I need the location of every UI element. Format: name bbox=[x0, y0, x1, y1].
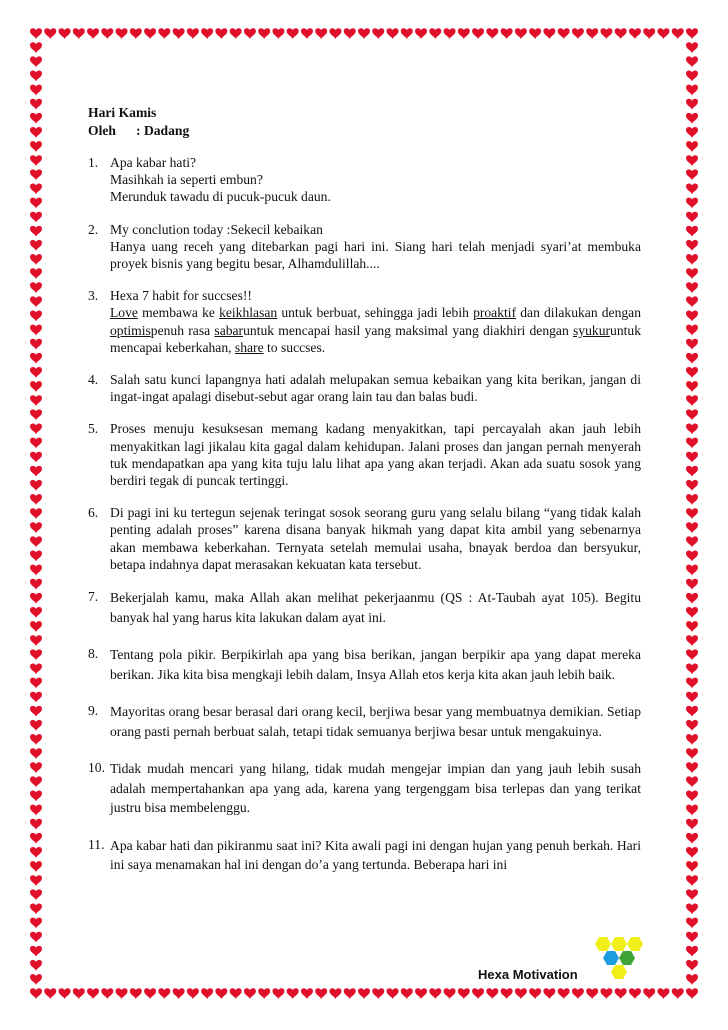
heart-icon bbox=[686, 692, 698, 703]
heart-icon bbox=[201, 28, 213, 39]
heart-icon bbox=[30, 212, 42, 223]
item-line: Apa kabar hati? bbox=[110, 155, 197, 170]
heart-icon bbox=[230, 28, 242, 39]
heart-icon bbox=[472, 28, 484, 39]
heart-icon bbox=[686, 367, 698, 378]
heart-icon bbox=[230, 988, 242, 999]
heart-icon bbox=[30, 42, 42, 53]
list-item bbox=[88, 504, 641, 573]
heart-icon bbox=[686, 776, 698, 787]
heart-icon bbox=[344, 28, 356, 39]
item-number: 1. bbox=[88, 155, 99, 170]
heart-icon bbox=[30, 621, 42, 632]
heart-icon bbox=[87, 28, 99, 39]
item-text: Di pagi ini ku tertegun sejenak teringat sosok seorang guru yang selalu bilang “yang tidak kalah penting adalah proses” karena disana banyak hikmah yang dapat kita ambil yang sebenarnya akan membawa keberkahan. Ternyata setelah memulai usaha, bnayak berdoa dan bersyukur, betapa indahnya dapat merasakan kekuatan kata tersebut. bbox=[110, 505, 641, 572]
heart-icon bbox=[600, 988, 612, 999]
heart-icon bbox=[686, 988, 698, 999]
heart-icon bbox=[686, 706, 698, 717]
heart-icon bbox=[672, 988, 684, 999]
hexagon-icon bbox=[603, 951, 619, 965]
heart-icon bbox=[30, 494, 42, 505]
item-line: Merunduk tawadu di pucuk-pucuk daun. bbox=[110, 189, 331, 205]
item-number: 6. bbox=[88, 505, 99, 521]
heart-icon bbox=[30, 155, 42, 166]
heart-icon bbox=[686, 593, 698, 604]
heart-icon bbox=[629, 28, 641, 39]
heart-icon bbox=[686, 198, 698, 209]
heart-icon bbox=[686, 28, 698, 39]
heart-icon bbox=[301, 988, 313, 999]
heart-icon bbox=[686, 536, 698, 547]
heart-icon bbox=[686, 607, 698, 618]
heart-icon bbox=[30, 141, 42, 152]
heart-icon bbox=[30, 932, 42, 943]
heart-icon bbox=[600, 28, 612, 39]
heart-icon bbox=[315, 988, 327, 999]
heart-icon bbox=[30, 819, 42, 830]
heart-icon bbox=[686, 56, 698, 67]
heart-icon bbox=[59, 988, 71, 999]
hexagon-icon bbox=[595, 937, 611, 951]
heart-icon bbox=[30, 169, 42, 180]
heart-icon bbox=[30, 918, 42, 929]
item-text: Tidak mudah mencari yang hilang, tidak mudah mengejar impian dan yang jauh lebih susah adalah mempertahankan apa yang ada, karena yang tergenggam bisa terlepas dan yang terikat justru bisa membelenggu. bbox=[110, 761, 641, 816]
heart-icon bbox=[686, 113, 698, 124]
heart-icon bbox=[30, 522, 42, 533]
heart-icon bbox=[30, 452, 42, 463]
heart-icon bbox=[686, 663, 698, 674]
heart-icon bbox=[372, 28, 384, 39]
list-item bbox=[88, 287, 641, 356]
list-item bbox=[88, 154, 641, 206]
item-text: Salah satu kunci lapangnya hati adalah melupakan semua kebaikan yang kita berikan, jangan di ingat-ingat apalagi disebut-sebut agar orang lain tau dan balas budi. bbox=[110, 372, 641, 405]
heart-icon bbox=[686, 254, 698, 265]
heart-icon bbox=[30, 268, 42, 279]
heart-icon bbox=[30, 988, 42, 999]
motivation-list bbox=[88, 154, 641, 875]
heart-icon bbox=[30, 367, 42, 378]
heart-icon bbox=[686, 946, 698, 957]
heart-icon bbox=[201, 988, 213, 999]
heart-icon bbox=[686, 847, 698, 858]
heart-icon bbox=[30, 607, 42, 618]
heart-icon bbox=[401, 28, 413, 39]
day-heading: Hari Kamis bbox=[88, 105, 157, 120]
heart-icon bbox=[643, 988, 655, 999]
heart-icon bbox=[301, 28, 313, 39]
heart-icon bbox=[272, 28, 284, 39]
heart-icon bbox=[30, 28, 42, 39]
item-number: 8. bbox=[88, 646, 99, 662]
heart-icon bbox=[87, 988, 99, 999]
item-text: Tentang pola pikir. Berpikirlah apa yang bisa berikan, jangan berpikir apa yang dapat mereka berikan. Jika kita bisa mengkaji lebih dalam, Insya Allah etos kerja kita akan jauh lebih baik. bbox=[110, 647, 641, 682]
hexagon-cluster-icon bbox=[589, 936, 645, 986]
heart-icon bbox=[686, 169, 698, 180]
item-text: Proses menuju kesuksesan memang kadang menyakitkan, tapi percayalah akan jauh lebih menyakitkan lagi jikalau kita gagal dalam kehidupan. Jalani proses dan jangan pernah menyerah tuk mendapatkan apa yang kita tuju lalu lihat apa yang akan terjadi. Akan ada suatu sosok yang berdiri tegak di puncak tertinggi. bbox=[110, 421, 641, 489]
heart-icon bbox=[686, 325, 698, 336]
heart-icon bbox=[686, 762, 698, 773]
heart-icon bbox=[657, 28, 669, 39]
heart-icon bbox=[158, 988, 170, 999]
heart-icon bbox=[629, 988, 641, 999]
heart-icon bbox=[686, 240, 698, 251]
heart-icon bbox=[116, 988, 128, 999]
text-run: penuh rasa bbox=[150, 322, 215, 338]
heart-icon bbox=[30, 99, 42, 110]
heart-icon bbox=[173, 988, 185, 999]
heart-icon bbox=[686, 282, 698, 293]
heart-icon bbox=[73, 28, 85, 39]
heart-icon bbox=[686, 71, 698, 82]
heart-icon bbox=[272, 988, 284, 999]
heart-icon bbox=[686, 99, 698, 110]
heart-icon bbox=[30, 649, 42, 660]
heart-icon bbox=[30, 593, 42, 604]
heart-icon bbox=[686, 720, 698, 731]
item-text: Hanya uang receh yang ditebarkan pagi hari ini. Siang hari telah menjadi syari’at membuka proyek bisnis yang begitu besar, Alhamdulillah.... bbox=[110, 238, 641, 272]
heart-icon bbox=[686, 409, 698, 420]
heart-icon bbox=[686, 551, 698, 562]
heart-icon bbox=[30, 974, 42, 985]
heart-icon bbox=[30, 579, 42, 590]
heart-icon bbox=[686, 649, 698, 660]
heart-icon bbox=[287, 28, 299, 39]
heart-icon bbox=[686, 565, 698, 576]
heart-icon bbox=[30, 226, 42, 237]
item-number: 9. bbox=[88, 703, 99, 719]
heart-icon bbox=[686, 226, 698, 237]
heart-icon bbox=[30, 734, 42, 745]
heart-icon bbox=[173, 28, 185, 39]
heart-icon bbox=[515, 28, 527, 39]
heart-icon bbox=[329, 28, 341, 39]
text-run: dan dilakukan dengan bbox=[516, 305, 642, 321]
heart-icon bbox=[529, 988, 541, 999]
text-run: to succses. bbox=[263, 339, 326, 355]
heart-icon bbox=[686, 183, 698, 194]
heart-icon bbox=[686, 381, 698, 392]
heart-icon bbox=[543, 28, 555, 39]
keyword-love: Love bbox=[110, 305, 138, 321]
heart-icon bbox=[686, 353, 698, 364]
heart-icon bbox=[686, 791, 698, 802]
document-page bbox=[88, 104, 641, 890]
heart-icon bbox=[372, 988, 384, 999]
item-text: Bekerjalah kamu, maka Allah akan melihat pekerjaanmu (QS : At-Taubah ayat 105). Begitu banyak hal yang harus kita lakukan dalam ayat ini. bbox=[110, 590, 641, 625]
heart-icon bbox=[686, 805, 698, 816]
heart-icon bbox=[30, 127, 42, 138]
heart-icon bbox=[558, 988, 570, 999]
list-item bbox=[88, 702, 641, 741]
heart-icon bbox=[486, 28, 498, 39]
heart-icon bbox=[30, 678, 42, 689]
hexagon-icon bbox=[619, 951, 635, 965]
heart-icon bbox=[358, 988, 370, 999]
heart-icon bbox=[30, 791, 42, 802]
hexagon-icon bbox=[611, 965, 627, 979]
text-run: untuk mencapai hasil yang maksimal yang diakhiri dengan bbox=[243, 322, 574, 338]
list-item bbox=[88, 588, 641, 627]
heart-icon bbox=[30, 706, 42, 717]
heart-icon bbox=[315, 28, 327, 39]
heart-icon bbox=[30, 282, 42, 293]
list-item bbox=[88, 221, 641, 273]
heart-icon bbox=[30, 903, 42, 914]
heart-icon bbox=[643, 28, 655, 39]
heart-icon bbox=[501, 988, 513, 999]
heart-icon bbox=[586, 28, 598, 39]
heart-icon bbox=[30, 409, 42, 420]
heart-icon bbox=[144, 28, 156, 39]
heart-icon bbox=[686, 127, 698, 138]
heart-icon bbox=[444, 28, 456, 39]
heart-icon bbox=[686, 494, 698, 505]
heart-icon bbox=[515, 988, 527, 999]
heart-icon bbox=[615, 988, 627, 999]
heart-icon bbox=[30, 692, 42, 703]
heart-icon bbox=[30, 565, 42, 576]
heart-icon bbox=[429, 988, 441, 999]
heart-icon bbox=[30, 438, 42, 449]
heart-icon bbox=[415, 988, 427, 999]
heart-icon bbox=[686, 918, 698, 929]
heart-icon bbox=[686, 212, 698, 223]
heart-icon bbox=[401, 988, 413, 999]
heart-icon bbox=[30, 381, 42, 392]
heart-icon bbox=[686, 522, 698, 533]
heart-icon bbox=[686, 819, 698, 830]
heart-icon bbox=[358, 28, 370, 39]
heart-icon bbox=[586, 988, 598, 999]
text-run: membawa ke bbox=[137, 305, 220, 321]
item-text bbox=[110, 304, 641, 356]
heart-icon bbox=[287, 988, 299, 999]
item-line: My conclution today :Sekecil kebaikan bbox=[110, 221, 323, 237]
heart-icon bbox=[73, 988, 85, 999]
heart-icon bbox=[30, 85, 42, 96]
heart-icon bbox=[30, 71, 42, 82]
item-text: Apa kabar hati dan pikiranmu saat ini? Kita awali pagi ini dengan hujan yang penuh berkah. Hari ini saya menamakan hal ini dengan do’a yang tertunda. Beberapa hari ini bbox=[110, 837, 641, 873]
hexagon-icon bbox=[627, 937, 643, 951]
keyword-syukur: syukur bbox=[573, 322, 611, 338]
heart-icon bbox=[543, 988, 555, 999]
heart-icon bbox=[215, 988, 227, 999]
author-label: Oleh bbox=[88, 123, 116, 138]
text-run: untuk mencapai keberkahan, bbox=[110, 322, 641, 355]
heart-icon bbox=[686, 861, 698, 872]
heart-icon bbox=[686, 438, 698, 449]
heart-icon bbox=[672, 28, 684, 39]
heart-icon bbox=[30, 325, 42, 336]
author-separator: : bbox=[136, 123, 141, 138]
heart-icon bbox=[686, 296, 698, 307]
item-number: 2. bbox=[88, 221, 99, 237]
heart-icon bbox=[258, 988, 270, 999]
item-number: 5. bbox=[88, 421, 99, 437]
heart-icon bbox=[429, 28, 441, 39]
heart-icon bbox=[686, 833, 698, 844]
heart-icon bbox=[686, 974, 698, 985]
keyword-keikhlasan: keikhlasan bbox=[219, 305, 278, 321]
heart-icon bbox=[657, 988, 669, 999]
heart-icon bbox=[101, 988, 113, 999]
heart-icon bbox=[344, 988, 356, 999]
item-text: Mayoritas orang besar berasal dari orang kecil, berjiwa besar yang membuatnya demikian. Setiap orang pasti pernah berbuat salah, tetapi tidak semuanya berjiwa besar untuk mengakuinya. bbox=[110, 704, 641, 739]
hexagon-icon bbox=[611, 937, 627, 951]
heart-icon bbox=[686, 395, 698, 406]
heart-icon bbox=[158, 28, 170, 39]
heart-icon bbox=[30, 183, 42, 194]
list-item bbox=[88, 371, 641, 405]
heart-icon bbox=[30, 56, 42, 67]
heart-icon bbox=[30, 847, 42, 858]
heart-icon bbox=[572, 28, 584, 39]
list-item bbox=[88, 836, 641, 875]
heart-icon bbox=[686, 339, 698, 350]
item-number: 3. bbox=[88, 288, 99, 304]
heart-icon bbox=[101, 28, 113, 39]
heart-icon bbox=[458, 28, 470, 39]
heart-icon bbox=[30, 889, 42, 900]
author-name: Dadang bbox=[143, 123, 190, 138]
item-number: 4. bbox=[88, 372, 99, 388]
author-line bbox=[88, 122, 641, 140]
heart-icon bbox=[30, 311, 42, 322]
heart-icon bbox=[30, 946, 42, 957]
heart-icon bbox=[686, 748, 698, 759]
item-number: 11. bbox=[88, 836, 105, 852]
heart-icon bbox=[329, 988, 341, 999]
heart-icon bbox=[44, 988, 56, 999]
heart-icon bbox=[144, 988, 156, 999]
heart-icon bbox=[686, 678, 698, 689]
keyword-share: share bbox=[234, 339, 264, 355]
heart-icon bbox=[244, 28, 256, 39]
heart-icon bbox=[30, 339, 42, 350]
heart-icon bbox=[30, 663, 42, 674]
list-item bbox=[88, 759, 641, 818]
heart-icon bbox=[472, 988, 484, 999]
heart-icon bbox=[30, 395, 42, 406]
heart-icon bbox=[30, 508, 42, 519]
heart-icon bbox=[130, 28, 142, 39]
heart-icon bbox=[30, 113, 42, 124]
heart-icon bbox=[30, 635, 42, 646]
heart-icon bbox=[30, 861, 42, 872]
heart-icon bbox=[44, 28, 56, 39]
heart-icon bbox=[30, 748, 42, 759]
heart-icon bbox=[30, 198, 42, 209]
heart-icon bbox=[686, 480, 698, 491]
heart-icon bbox=[558, 28, 570, 39]
item-number: 7. bbox=[88, 589, 99, 605]
heart-icon bbox=[30, 296, 42, 307]
heart-icon bbox=[686, 960, 698, 971]
heart-icon bbox=[187, 988, 199, 999]
heart-icon bbox=[686, 635, 698, 646]
heart-icon bbox=[30, 833, 42, 844]
heart-icon bbox=[30, 805, 42, 816]
heart-icon bbox=[30, 536, 42, 547]
heart-icon bbox=[529, 28, 541, 39]
heart-icon bbox=[30, 720, 42, 731]
heart-icon bbox=[30, 254, 42, 265]
item-line: Masihkah ia seperti embun? bbox=[110, 172, 263, 188]
heart-icon bbox=[30, 423, 42, 434]
heart-icon bbox=[30, 353, 42, 364]
item-line: Hexa 7 habit for succses!! bbox=[110, 288, 252, 304]
heart-icon bbox=[686, 141, 698, 152]
heart-icon bbox=[686, 734, 698, 745]
heart-icon bbox=[458, 988, 470, 999]
heart-icon bbox=[686, 155, 698, 166]
heart-icon bbox=[30, 960, 42, 971]
heart-icon bbox=[187, 28, 199, 39]
heart-icon bbox=[59, 28, 71, 39]
heart-icon bbox=[686, 932, 698, 943]
heart-icon bbox=[444, 988, 456, 999]
heart-icon bbox=[30, 551, 42, 562]
heart-icon bbox=[30, 762, 42, 773]
heart-icon bbox=[686, 875, 698, 886]
keyword-proaktif: proaktif bbox=[473, 305, 517, 321]
heart-icon bbox=[686, 508, 698, 519]
heart-icon bbox=[572, 988, 584, 999]
heart-icon bbox=[130, 988, 142, 999]
heart-icon bbox=[258, 28, 270, 39]
heart-icon bbox=[686, 889, 698, 900]
heart-icon bbox=[30, 875, 42, 886]
footer-brand: Hexa Motivation bbox=[478, 967, 578, 982]
heart-icon bbox=[387, 28, 399, 39]
heart-icon bbox=[244, 988, 256, 999]
heart-icon bbox=[486, 988, 498, 999]
keyword-optimis: optimis bbox=[110, 322, 151, 338]
heart-icon bbox=[30, 240, 42, 251]
text-run: untuk berbuat, sehingga jadi lebih bbox=[277, 305, 474, 321]
heart-icon bbox=[686, 268, 698, 279]
heart-icon bbox=[686, 85, 698, 96]
heart-icon bbox=[615, 28, 627, 39]
heart-icon bbox=[215, 28, 227, 39]
list-item bbox=[88, 645, 641, 684]
heart-icon bbox=[30, 466, 42, 477]
heart-icon bbox=[686, 42, 698, 53]
heart-icon bbox=[116, 28, 128, 39]
heart-icon bbox=[686, 423, 698, 434]
heart-icon bbox=[686, 579, 698, 590]
heart-icon bbox=[686, 466, 698, 477]
heart-icon bbox=[501, 28, 513, 39]
heart-icon bbox=[686, 621, 698, 632]
heart-icon bbox=[415, 28, 427, 39]
heart-icon bbox=[30, 480, 42, 491]
heart-icon bbox=[387, 988, 399, 999]
item-number: 10. bbox=[88, 760, 105, 776]
heart-icon bbox=[686, 452, 698, 463]
heart-icon bbox=[30, 776, 42, 787]
list-item bbox=[88, 420, 641, 489]
heart-icon bbox=[686, 903, 698, 914]
heart-icon bbox=[686, 311, 698, 322]
keyword-sabar: sabar bbox=[214, 322, 244, 338]
